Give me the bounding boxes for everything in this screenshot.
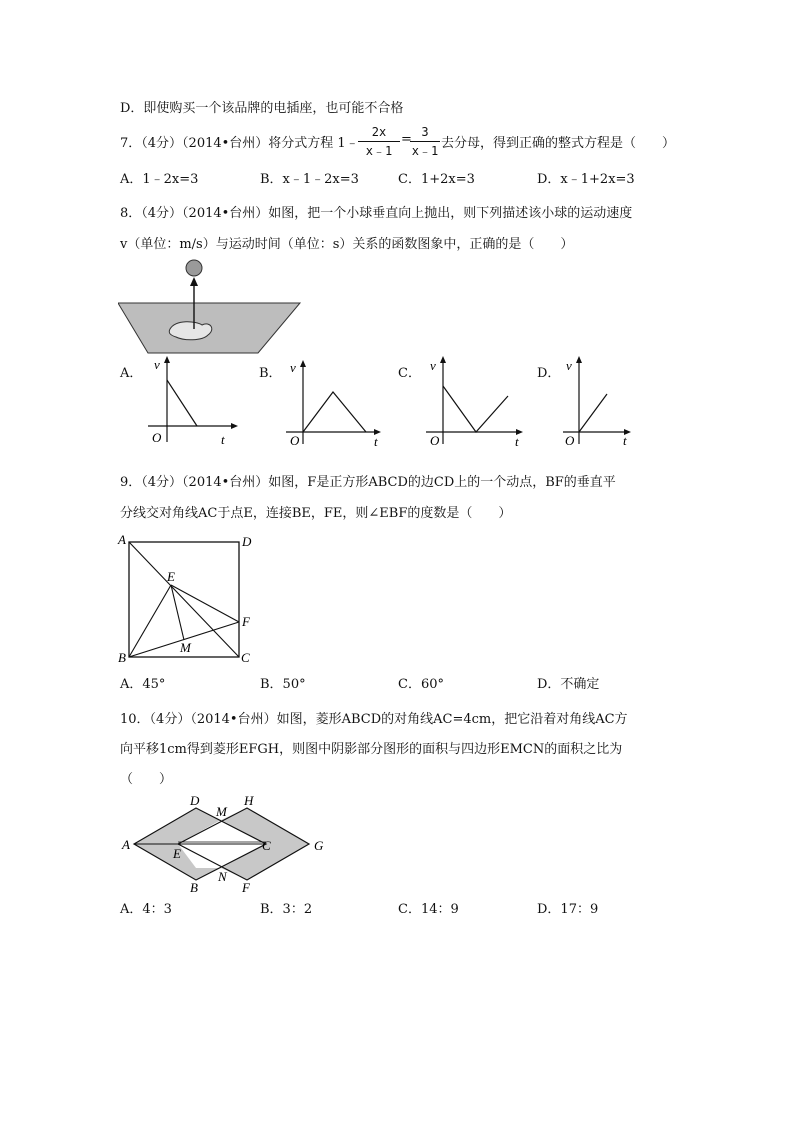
q8-graph-b bbox=[278, 352, 388, 447]
v-axis-arrow bbox=[164, 356, 170, 363]
q10-stem-line1: 10．（4分）（2014•台州）如图，菱形ABCD的对角线AC=4cm，把它沿着对角线AC方 bbox=[120, 712, 628, 727]
q7-fraction-1 bbox=[358, 124, 400, 159]
q9-stem-line2: 分线交对角线AC于点E，连接BE，FE，则∠EBF的度数是（ ） bbox=[120, 506, 512, 521]
q10-option-c: C．14：9 bbox=[398, 902, 459, 917]
point-a-label: A bbox=[122, 837, 130, 852]
q10-option-d: D．17：9 bbox=[537, 902, 599, 917]
q9-option-d: D．不确定 bbox=[537, 677, 600, 692]
point-f-label: F bbox=[242, 614, 250, 629]
t-axis-label: t bbox=[374, 434, 378, 447]
q7-frac1-denominator: x﹣1 bbox=[365, 144, 393, 158]
q8-stem-line1: 8．（4分）（2014•台州）如图，把一个小球垂直向上抛出，则下列描述该小球的运动速度 bbox=[120, 206, 633, 221]
graph-line bbox=[303, 392, 366, 432]
v-axis-label: v bbox=[566, 358, 572, 373]
q9-stem-line1: 9．（4分）（2014•台州）如图，F是正方形ABCD的边CD上的一个动点，BF的垂直平 bbox=[120, 475, 616, 490]
q8-graph-d bbox=[555, 350, 640, 447]
q8-stem-line2: v（单位：m/s）与运动时间（单位：s）关系的函数图象中，正确的是（ ） bbox=[120, 237, 574, 252]
q7-equals: = bbox=[401, 132, 412, 147]
point-a-label: A bbox=[118, 532, 126, 547]
q7-option-a: A．1﹣2x=3 bbox=[120, 172, 199, 187]
q10-option-b: B．3：2 bbox=[260, 902, 313, 917]
point-f-label: F bbox=[242, 880, 250, 894]
q8-ball-figure bbox=[118, 255, 308, 355]
q9-option-b: B．50° bbox=[260, 677, 306, 692]
q7-option-c: C．1+2x=3 bbox=[398, 172, 475, 187]
v-axis-label: v bbox=[430, 358, 436, 373]
q8-graph-a bbox=[140, 352, 240, 447]
origin-label: O bbox=[565, 433, 575, 447]
graph-line bbox=[167, 380, 197, 426]
point-d-label: D bbox=[242, 534, 252, 549]
point-g-label: G bbox=[314, 838, 324, 853]
q9-square-figure bbox=[116, 530, 266, 665]
q7-frac2-denominator: x﹣1 bbox=[411, 144, 439, 158]
q9-option-a: A．45° bbox=[120, 677, 166, 692]
q7-frac1-numerator: 2x bbox=[371, 125, 387, 139]
point-e-label: E bbox=[167, 569, 175, 584]
origin-label: O bbox=[430, 433, 440, 447]
q7-option-b: B．x﹣1﹣2x=3 bbox=[260, 172, 359, 187]
graph-line bbox=[579, 394, 607, 432]
q8-option-d-label: D． bbox=[537, 366, 561, 381]
q7-option-d: D．x﹣1+2x=3 bbox=[537, 172, 635, 187]
t-axis-arrow bbox=[231, 423, 238, 429]
v-axis-label: v bbox=[154, 357, 160, 372]
t-axis-label: t bbox=[221, 432, 225, 447]
origin-label: O bbox=[290, 433, 300, 447]
point-m-label: M bbox=[180, 640, 191, 655]
q8-option-a-label: A． bbox=[120, 366, 143, 381]
point-b-label: B bbox=[118, 650, 126, 665]
q9-option-c: C．60° bbox=[398, 677, 444, 692]
q10-option-a: A．4：3 bbox=[120, 902, 172, 917]
t-axis-label: t bbox=[515, 434, 519, 447]
q7-stem-end: 去分母，得到正确的整式方程是（ ） bbox=[441, 136, 676, 151]
q7-stem-start: 7．（4分）（2014•台州）将分式方程 1﹣ bbox=[120, 136, 359, 151]
point-h-label: H bbox=[244, 793, 254, 808]
point-n-label: N bbox=[218, 869, 227, 884]
point-b-label: B bbox=[190, 880, 198, 894]
hand-icon bbox=[169, 322, 212, 340]
v-axis-label: v bbox=[290, 360, 296, 375]
q8-option-b-label: B． bbox=[259, 366, 282, 381]
v-axis-arrow bbox=[440, 356, 446, 363]
q10-stem-line2: 向平移1cm得到菱形EFGH，则图中阴影部分图形的面积与四边形EMCN的面积之比为 bbox=[120, 742, 623, 757]
q7-frac2-numerator: 3 bbox=[421, 125, 429, 139]
q6-option-d: D．即使购买一个该品牌的电插座，也可能不合格 bbox=[120, 101, 404, 116]
point-m-label: M bbox=[216, 804, 227, 819]
v-axis-arrow bbox=[576, 356, 582, 363]
origin-label: O bbox=[152, 430, 162, 445]
point-e-label: E bbox=[173, 846, 181, 861]
v-axis-arrow bbox=[300, 360, 306, 367]
q10-stem-line3: （ ） bbox=[120, 772, 173, 787]
arrow-head-icon bbox=[190, 277, 198, 286]
q7-fraction-2 bbox=[410, 124, 440, 159]
point-c-label: C bbox=[241, 650, 250, 665]
ball-icon bbox=[186, 260, 202, 276]
point-d-label: D bbox=[190, 793, 200, 808]
t-axis-label: t bbox=[623, 433, 627, 447]
point-c-label: C bbox=[262, 838, 271, 853]
q8-option-c-label: C． bbox=[398, 366, 421, 381]
graph-line bbox=[443, 386, 508, 432]
q8-graph-c bbox=[418, 352, 530, 447]
q10-rhombus-figure bbox=[116, 792, 336, 894]
segment-fe bbox=[171, 585, 239, 622]
